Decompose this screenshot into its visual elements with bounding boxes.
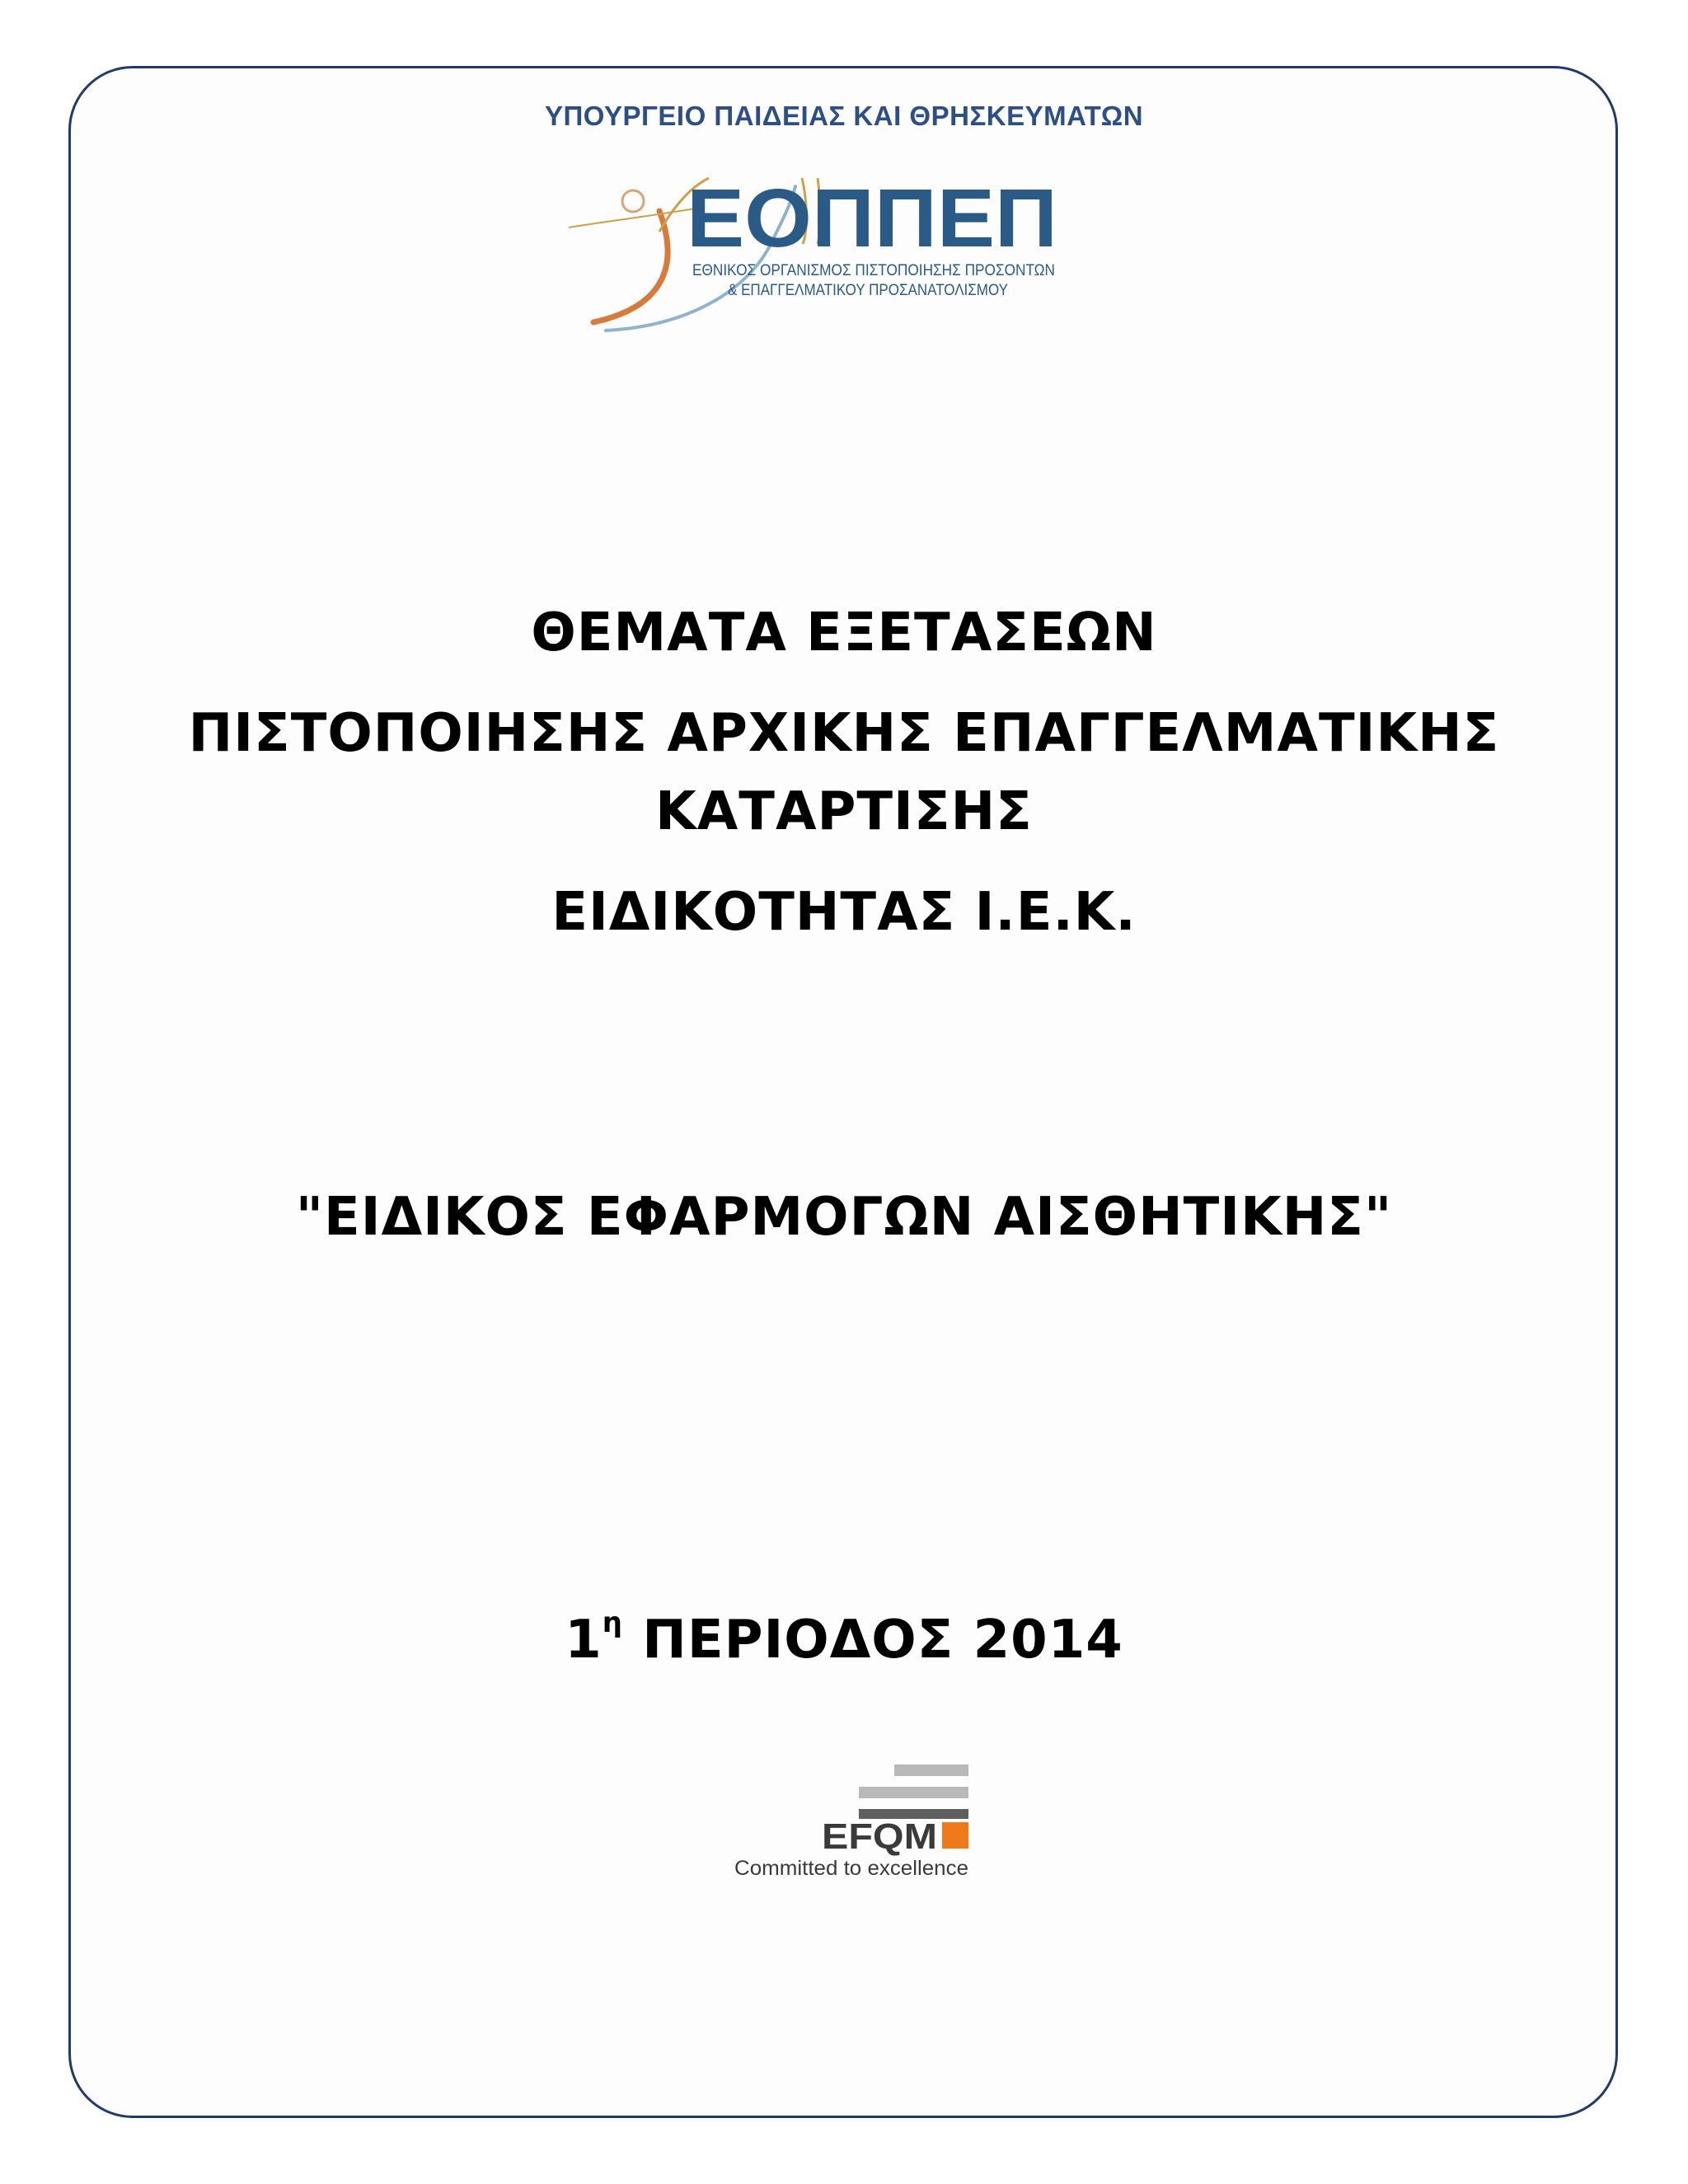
title-line-4: ΕΙΔΙΚΟΤΗΤΑΣ Ι.Ε.Κ. bbox=[551, 882, 1137, 943]
exam-period bbox=[0, 1606, 1688, 1671]
ministry-header: ΥΠΟΥΡΓΕΙΟ ΠΑΙΔΕΙΑΣ ΚΑΙ ΘΡΗΣΚΕΥΜΑΤΩΝ bbox=[544, 101, 1144, 131]
logo-acronym: ΕΟΠΠΕΠ bbox=[687, 172, 1057, 265]
efqm-tagline: Committed to excellence bbox=[734, 1857, 968, 1880]
eoppep-logo bbox=[560, 153, 1137, 343]
period-number: 1 bbox=[565, 1610, 603, 1671]
logo-subtitle-line2: & ΕΠΑΓΓΕΛΜΑΤΙΚΟΥ ΠΡΟΣΑΝΑΤΟΛΙΣΜΟΥ bbox=[728, 282, 1009, 299]
period-superscript: η bbox=[602, 1606, 623, 1639]
logo-head bbox=[622, 190, 644, 212]
efqm-name: EFQM bbox=[822, 1816, 937, 1857]
logo-subtitle-line1: ΕΘΝΙΚΟΣ ΟΡΓΑΝΙΣΜΟΣ ΠΙΣΤΟΠΟΙΗΣΗΣ ΠΡΟΣΟΝΤΩΝ bbox=[692, 262, 1055, 279]
efqm-logo bbox=[729, 1760, 977, 1883]
period-text: ΠΕΡΙΟΔΟΣ 2014 bbox=[642, 1610, 1123, 1671]
logo-swoosh-orange bbox=[593, 211, 668, 322]
title-line-1: ΘΕΜΑΤΑ ΕΞΕΤΑΣΕΩΝ bbox=[531, 602, 1157, 663]
title-line-2: ΠΙΣΤΟΠΟΙΗΣΗΣ ΑΡΧΙΚΗΣ ΕΠΑΓΓΕΛΜΑΤΙΚΗΣ bbox=[188, 703, 1500, 764]
title-line-3: ΚΑΤΑΡΤΙΣΗΣ bbox=[655, 781, 1033, 842]
specialty-title: "ΕΙΔΙΚΟΣ ΕΦΑΡΜΟΓΩΝ ΑΙΣΘΗΤΙΚΗΣ" bbox=[295, 1187, 1393, 1248]
efqm-orange-square bbox=[942, 1822, 968, 1849]
efqm-bar-1 bbox=[894, 1765, 968, 1776]
efqm-bar-2 bbox=[859, 1787, 968, 1798]
